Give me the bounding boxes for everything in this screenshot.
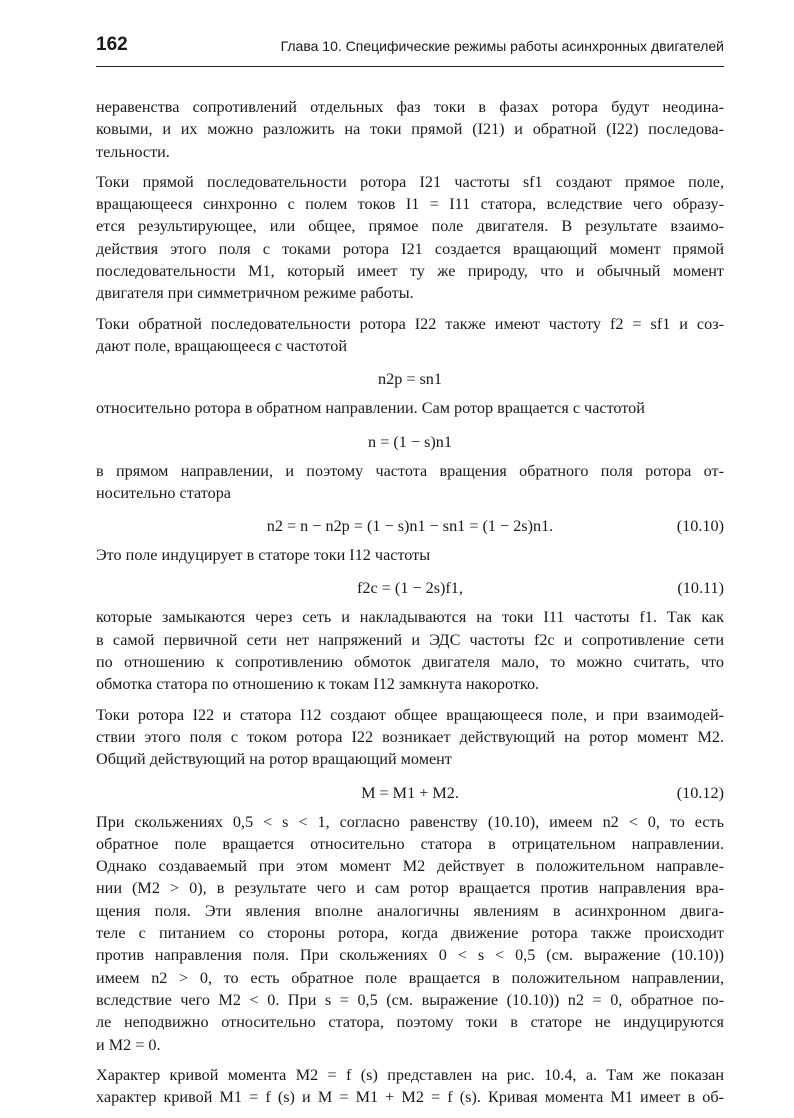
text-line: ле неподвижно относительно статора, поэтому токи в статоре не индуцируются [96,1013,724,1032]
text-line: ковыми, и их можно разложить на токи прямой (I21) и обратной (I22) последова- [96,120,724,139]
text-line: против направления поля. При скольжениях 0 < s < 0,5 (см. выражение (10.10)) [96,946,724,965]
paragraph [96,1064,724,1109]
equation-number: (10.10) [676,517,724,536]
text-line: Токи ротора I22 и статора I12 создают общее вращающееся поле, и при взаимодей- [96,705,724,724]
text-line: имеем n2 > 0, то есть обратное поле вращается в положительном направлении, [96,968,724,987]
text-line: При скольжениях 0,5 < s < 1, согласно равенству (10.10), имеем n2 < 0, то есть [96,812,724,831]
equation [96,428,724,458]
text-line: обратное поле вращается относительно статора в отрицательном направлении. [96,834,724,853]
text-line: щения поля. Эти явления вполне аналогичны явлениям в асинхронном двига- [96,901,724,920]
paragraph [96,811,724,1056]
equation-number: (10.12) [676,783,724,802]
paragraph [96,397,724,419]
text-line: неравенства сопротивлений отдельных фаз токи в фазах ротора будут неодина- [96,98,724,116]
text-line: двигателя при симметричном режиме работы. [96,284,414,303]
text-line: обмотка статора по отношению к токам I12 замкнута накоротко. [96,675,540,694]
text-line: Общий действующий на ротор вращающий момент [96,750,452,769]
paragraph [96,544,724,566]
text-line: Токи обратной последовательности ротора I22 также имеют частоту f2 = sf1 и соз- [96,314,724,333]
text-line: Однако создаваемый при этом момент M2 действует в положительном направле- [96,857,724,876]
text-line: ствии этого поля с током ротора I22 возникает действующий на ротор момент M2. [96,727,724,746]
paragraph [96,460,724,505]
text-line: вследствие чего M2 < 0. При s = 0,5 (см. выражение (10.10)) n2 = 0, обратное по- [96,990,724,1009]
text-line: теле с питанием со стороны ротора, когда движение ротора также происходит [96,924,724,943]
equation [96,779,724,809]
text-line: относительно ротора в обратном направлении. Сам ротор вращается с частотой [96,399,645,418]
text-line: характер кривой M1 = f (s) и M = M1 + M2 = f (s). Кривая момента M1 имеет в об- [96,1088,724,1107]
text-line: действия этого поля с токами ротора I21 создается вращающий момент прямой [96,239,724,258]
paragraph [96,606,724,695]
running-header [96,30,724,67]
text-line: носительно статора [96,483,231,502]
text-line: Токи прямой последовательности ротора I21 частоты sf1 создают прямое поле, [96,172,724,191]
text-line: в самой первичной сети нет напряжений и ЭДС частоты f2c и сопротивление сети [96,630,724,649]
paragraph [96,313,724,358]
text-line: Это поле индуцирует в статоре токи I12 частоты [96,546,431,565]
equation-formula: f2с = (1 − 2s)f1, [357,579,463,598]
equation-number: (10.11) [677,579,724,598]
paragraph [96,171,724,305]
equation [96,574,724,604]
text-line: последовательности M1, который имеет ту же природу, что и обычный момент [96,262,724,281]
text-line: дают поле, вращающееся с частотой [96,336,348,355]
equation-formula: n2р = sn1 [378,370,442,389]
text-line: по отношению к сопротивлению обмоток двигателя мало, то можно считать, что [96,653,724,672]
text-line: тельности. [96,142,170,161]
text-line: вращающееся синхронно с полем токов I1 = I11 статора, вследствие чего образу- [96,195,724,214]
paragraph [96,96,724,163]
chapter-title: Глава 10. Специфические режимы работы асинхронных двигателей [280,38,724,54]
text-line: в прямом направлении, и поэтому частота вращения обратного поля ротора от- [96,461,724,480]
equation [96,512,724,542]
equation-formula: n = (1 − s)n1 [368,432,452,451]
body-text [96,96,724,1116]
paragraph [96,704,724,771]
page-number: 162 [96,34,128,55]
equation-formula: M = M1 + M2. [361,783,459,802]
text-line: нии (M2 > 0), в результате чего и сам ротор вращается против направления вра- [96,879,724,898]
text-line: Характер кривой момента M2 = f (s) представлен на рис. 10.4, а. Там же показан [96,1065,724,1084]
text-line: ется результирующее, или общее, прямое поле двигателя. В результате взаимо- [96,217,724,236]
text-line: и M2 = 0. [96,1035,161,1054]
equation [96,365,724,395]
text-line: которые замыкаются через сеть и накладываются на токи I11 частоты f1. Так как [96,608,724,627]
equation-formula: n2 = n − n2р = (1 − s)n1 − sn1 = (1 − 2s)n1. [266,517,554,536]
